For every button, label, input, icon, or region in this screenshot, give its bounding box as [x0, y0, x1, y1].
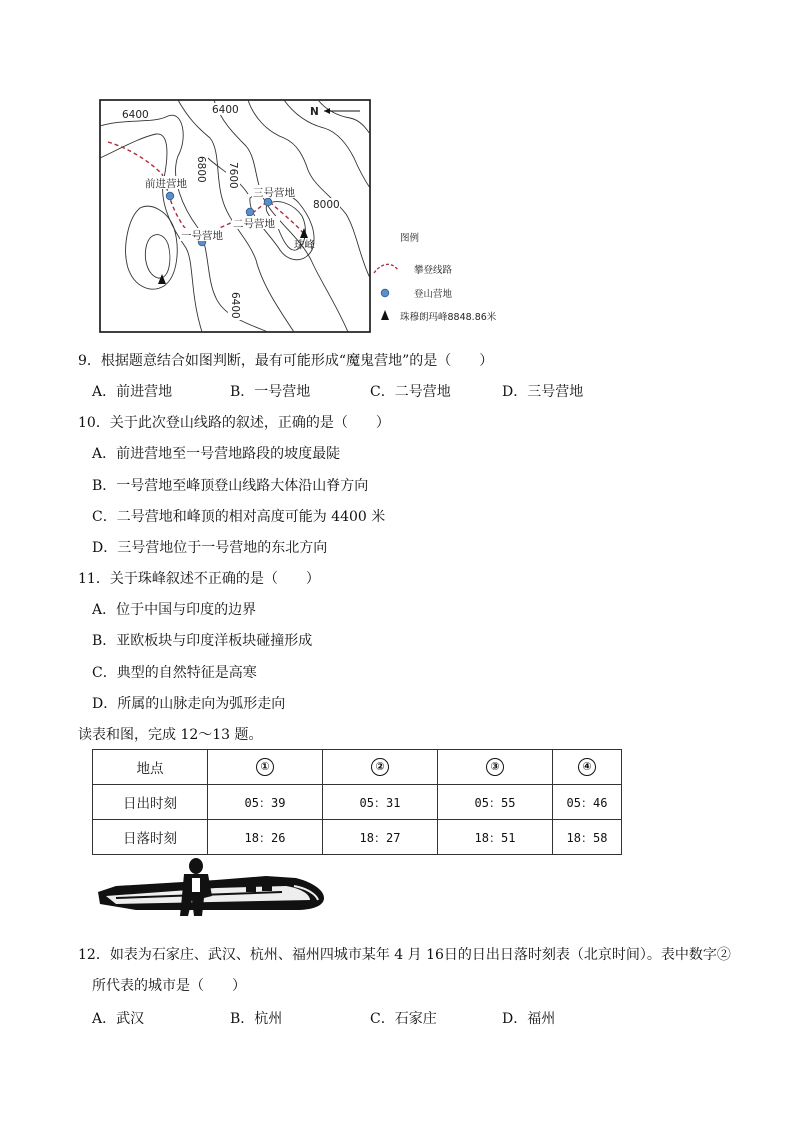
q10-option-c[interactable]: C．二号营地和峰顶的相对高度可能为 4400 米: [92, 509, 386, 525]
map-legend: [374, 232, 497, 323]
camp-label-1: 一号营地: [181, 230, 223, 242]
q10-option-a[interactable]: A．前进营地至一号营地路段的坡度最陡: [92, 446, 341, 462]
question-11-stem: 11．关于珠峰叙述不正确的是（ ）: [78, 571, 320, 587]
q12-option-a[interactable]: A．武汉: [92, 1011, 145, 1027]
camp-marker-3: [264, 198, 272, 206]
camp-label-3: 三号营地: [253, 187, 295, 199]
q10-option-d[interactable]: D．三号营地位于一号营地的东北方向: [92, 540, 328, 556]
q9-option-b[interactable]: B．一号营地: [230, 384, 311, 400]
q11-option-d[interactable]: D．所属的山脉走向为弧形走向: [92, 696, 286, 712]
legend-peak-icon: [381, 310, 389, 320]
table-cell: 18：58: [553, 820, 622, 855]
north-label: N: [310, 106, 319, 118]
table-header-cell: ③: [438, 750, 553, 785]
legend-title: 图例: [400, 233, 420, 244]
table-header-cell: ①: [208, 750, 323, 785]
table-header-row: [93, 750, 622, 785]
section-intro: 读表和图，完成 12～13 题。: [78, 727, 263, 743]
camp-marker-forward: [166, 192, 174, 200]
legend-route-icon: [374, 264, 398, 273]
camp-label-2: 二号营地: [233, 218, 275, 230]
table-cell: 05：46: [553, 785, 622, 820]
contour-label: 8000: [313, 199, 340, 211]
legend-peak-label: 珠穆朗玛峰8848.86米: [400, 312, 497, 323]
table-row-label: 日出时刻: [93, 785, 208, 820]
q10-option-b[interactable]: B．一号营地至峰顶登山线路大体沿山脊方向: [92, 478, 369, 494]
sunrise-sunset-table: [92, 749, 622, 855]
legend-route-label: 攀登线路: [414, 265, 453, 276]
high-speed-train-image: [96, 856, 328, 918]
contour-labels: [120, 103, 340, 320]
question-9-stem: 9．根据题意结合如图判断，最有可能形成“魔鬼营地”的是（ ）: [78, 353, 494, 369]
table-header-cell: ②: [323, 750, 438, 785]
camp-label-forward: 前进营地: [145, 178, 187, 190]
table-cell: 05：39: [208, 785, 323, 820]
question-10-stem: 10．关于此次登山线路的叙述，正确的是（ ）: [78, 415, 390, 431]
legend-camp-label: 登山营地: [414, 289, 453, 300]
train-illustration: [96, 856, 328, 918]
question-12-stem-line1: 12．如表为石家庄、武汉、杭州、福州四城市某年 4 月 16日的日出日落时刻表（北京时间）。表中数字②: [78, 947, 731, 963]
table-row: [93, 785, 622, 820]
table-row-label: 日落时刻: [93, 820, 208, 855]
peak-label: 珠峰: [294, 239, 315, 251]
table-row: [93, 820, 622, 855]
question-12-stem-line2: 所代表的城市是（ ）: [92, 978, 246, 994]
q12-option-d[interactable]: D．福州: [502, 1011, 556, 1027]
q11-option-b[interactable]: B．亚欧板块与印度洋板块碰撞形成: [92, 633, 313, 649]
contour-label: 7600: [227, 162, 239, 189]
contour-label: 6400: [212, 104, 239, 116]
q9-option-c[interactable]: C．二号营地: [370, 384, 451, 400]
contour-label: 6400: [229, 292, 241, 319]
contour-label: 6800: [195, 156, 207, 183]
q11-option-a[interactable]: A．位于中国与印度的边界: [92, 602, 257, 618]
q12-option-c[interactable]: C．石家庄: [370, 1011, 437, 1027]
table-cell: 18：27: [323, 820, 438, 855]
table-cell: 05：31: [323, 785, 438, 820]
table-cell: 18：51: [438, 820, 553, 855]
peak-icon: [300, 228, 308, 238]
legend-camp-icon: [381, 289, 389, 297]
camp-marker-2: [246, 208, 254, 216]
topographic-map-figure: [98, 98, 518, 338]
table-header-cell: 地点: [93, 750, 208, 785]
contour-label: 6400: [122, 109, 149, 121]
q9-option-d[interactable]: D．三号营地: [502, 384, 584, 400]
table-cell: 18：26: [208, 820, 323, 855]
north-arrow: [310, 106, 360, 118]
q9-option-a[interactable]: A．前进营地: [92, 384, 173, 400]
table-header-cell: ④: [553, 750, 622, 785]
q11-option-c[interactable]: C．典型的自然特征是高寒: [92, 665, 257, 681]
q12-option-b[interactable]: B．杭州: [230, 1011, 283, 1027]
table-cell: 05：55: [438, 785, 553, 820]
contour-map: [98, 98, 518, 338]
